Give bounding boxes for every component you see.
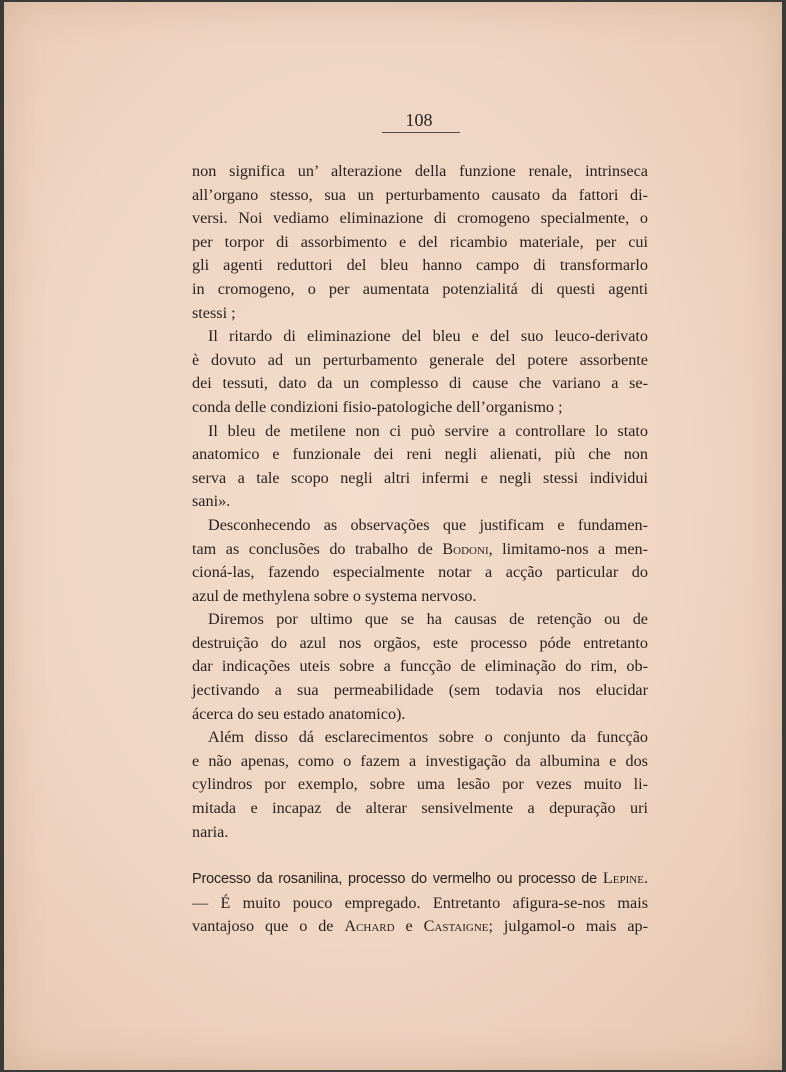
author-name: Bodoni bbox=[442, 539, 489, 558]
text-line: vantajoso que o de Achard e Castaigne; julgamol-o mais ap- bbox=[192, 917, 648, 936]
text-line: all’organo stesso, sua un perturbamento causato da fattori di- bbox=[192, 185, 648, 204]
text-line: per torpor di assorbimento e del ricambio materiale, per cui bbox=[192, 232, 648, 251]
page bbox=[4, 2, 782, 1070]
text-line: — É muito pouco empregado. Entretanto afigura-se-nos mais bbox=[192, 893, 648, 912]
text-line: versi. Noi vediamo eliminazione di cromogeno specialmente, o bbox=[192, 209, 648, 228]
paragraphs-italian bbox=[192, 160, 648, 514]
text-line: Il bleu de metilene non ci può servire a controllare lo stato bbox=[208, 421, 648, 440]
text-line: Além disso dá esclarecimentos sobre o conjunto da funcção bbox=[208, 728, 648, 747]
paragraphs-portuguese bbox=[192, 608, 648, 844]
text-line: è dovuto ad un perturbamento generale del potere assorbente bbox=[192, 350, 648, 369]
text-line: naria. bbox=[192, 822, 229, 841]
text-line: ácerca do seu estado anatomico). bbox=[192, 704, 406, 723]
text-line: jectivando a sua permeabilidade (sem todavia nos elucidar bbox=[192, 681, 648, 700]
text-line: stessi ; bbox=[192, 303, 236, 322]
text-line: cioná-las, fazendo especialmente notar a acção particular do bbox=[192, 563, 648, 582]
text-line: gli agenti reduttori del bleu hanno campo di transformarlo bbox=[192, 256, 648, 275]
text-line: e não apenas, como o fazem a investigação da albumina e dos bbox=[192, 751, 648, 770]
text-line: sani». bbox=[192, 492, 231, 511]
text-line: Diremos por ultimo que se ha causas de retenção ou de bbox=[208, 610, 648, 629]
text-line: cylindros por exemplo, sobre uma lesão por vezes muito li- bbox=[192, 775, 648, 794]
text-line: destruição do azul nos orgãos, este processo póde entretanto bbox=[192, 633, 648, 652]
text-line: in cromogeno, o per aumentata potenzialitá di questi agenti bbox=[192, 279, 648, 298]
text-line: dar indicações uteis sobre a funcção de eliminação do rim, ob- bbox=[192, 657, 648, 676]
text-line: tam as conclusões do trabalho de Bodoni, limitamo-nos a men- bbox=[192, 539, 648, 558]
page-number: 108 bbox=[405, 110, 433, 130]
section-rosanilina bbox=[192, 867, 648, 939]
text-line: serva a tale scopo negli altri infermi e negli stessi individui bbox=[192, 468, 648, 487]
text-line: Desconhecendo as observações que justificam e fundamen- bbox=[208, 515, 648, 534]
text-line: Il ritardo di eliminazione del bleu e del suo leuco-derivato bbox=[208, 327, 648, 346]
text-line: mitada e incapaz de alterar sensivelmente a depuração uri bbox=[192, 799, 648, 818]
section-heading: Processo da rosanilina, processo do vermelho ou processo de bbox=[192, 871, 603, 888]
text-line: non significa un’ alterazione della funzione renale, intrinseca bbox=[192, 162, 648, 180]
text-line: azul de methylena sobre o systema nervoso. bbox=[192, 586, 477, 605]
text-line: dei tessuti, dato da un complesso di cause che variano a se- bbox=[192, 374, 648, 393]
section-heading-line bbox=[192, 867, 648, 892]
text-line: conda delle condizioni fisio-patologiche dell’organismo ; bbox=[192, 397, 563, 416]
author-name: Castaigne bbox=[423, 917, 489, 936]
author-name: Lepine. bbox=[602, 869, 648, 888]
paragraph-bodoni bbox=[192, 514, 648, 608]
author-name: Achard bbox=[344, 917, 395, 936]
spacer bbox=[192, 844, 648, 867]
text-line: anatomico e funzionale dei reni negli alienati, più che non bbox=[192, 445, 648, 464]
body-text bbox=[192, 160, 648, 939]
header-rule bbox=[382, 132, 460, 133]
